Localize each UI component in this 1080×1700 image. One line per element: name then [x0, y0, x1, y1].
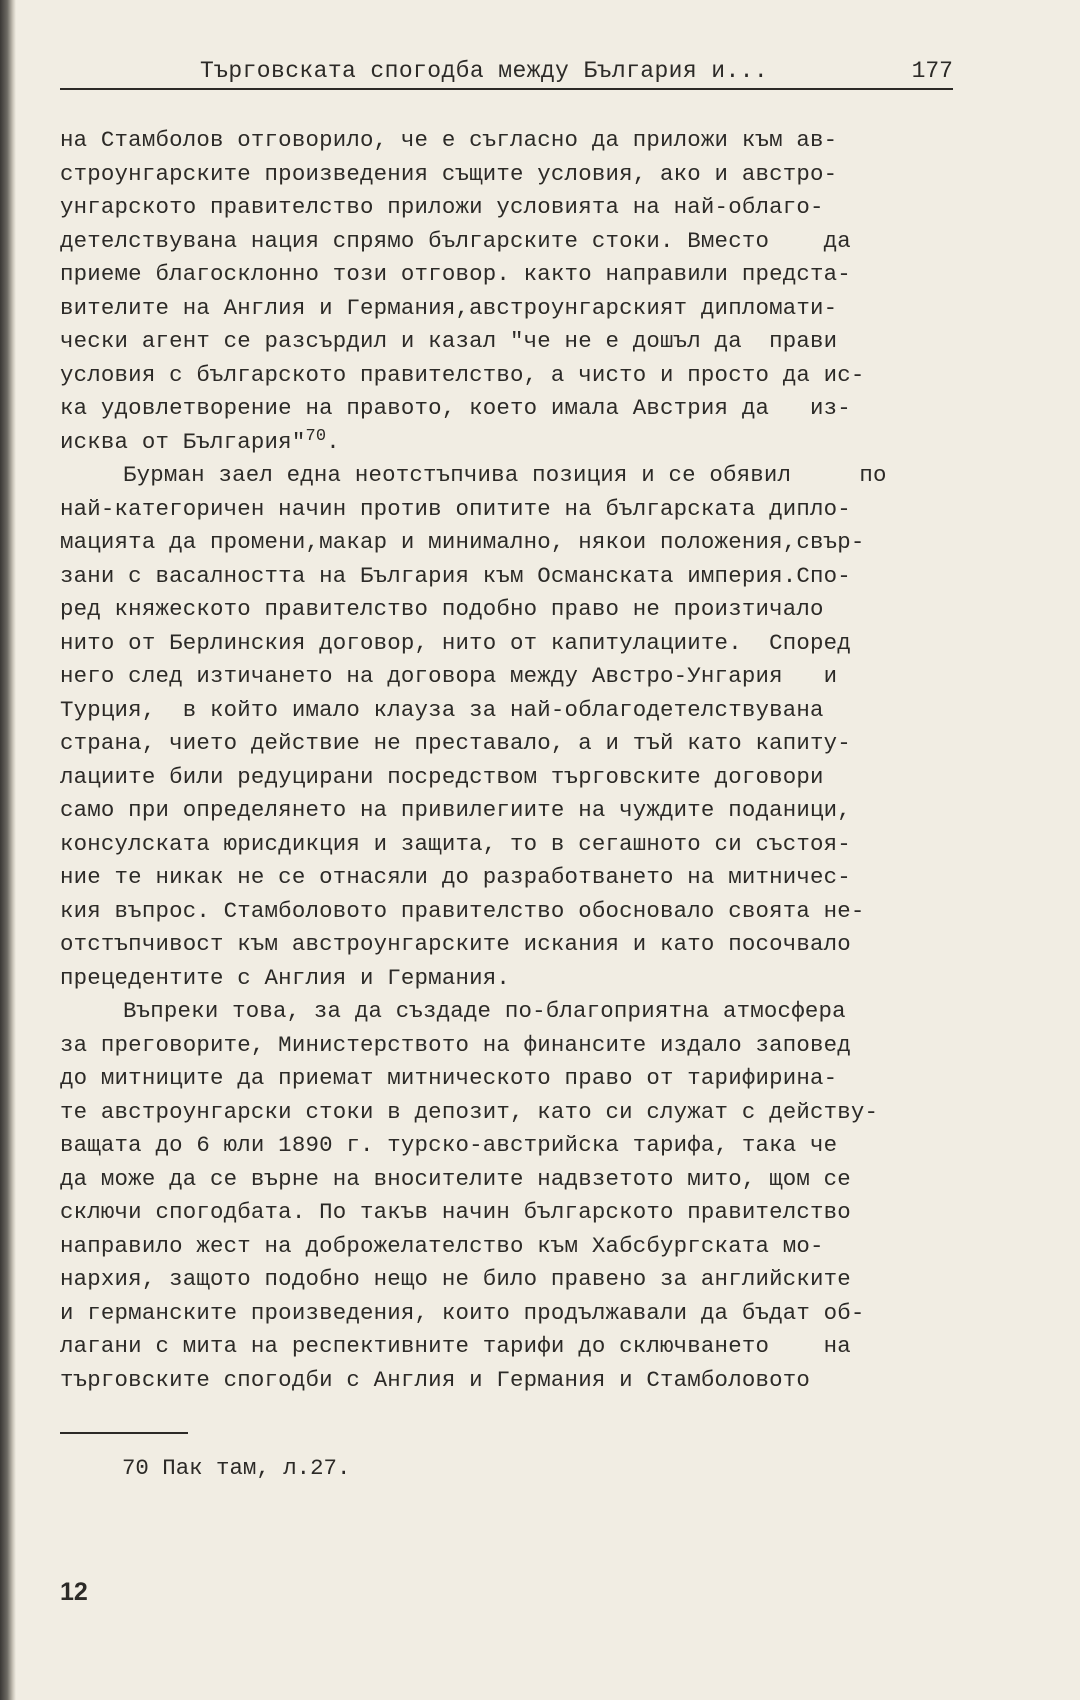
- text-segment: .: [326, 428, 340, 455]
- paragraph-3: [60, 995, 970, 1397]
- text-line: търговските спогодби с Англия и Германия и Стамболовото: [60, 1366, 811, 1393]
- text-line: лациите били редуцирани посредством търговските договори: [60, 763, 824, 790]
- text-line: сключи спогодбата. По такъв начин българското правителство: [60, 1199, 851, 1225]
- text-line: направило жест на доброжелателство към Хабсбургската мо-: [60, 1232, 824, 1259]
- running-head-title: Търговската спогодба между България и...: [200, 58, 769, 84]
- text-line: ка удовлетворение на правото, което имала Австрия да из-: [60, 395, 851, 421]
- footnote-divider: [60, 1432, 188, 1434]
- text-line: само при определянето на привилегиите на чуждите поданици,: [60, 797, 851, 823]
- text-line: ред княжеското правителство подобно право не произтичало: [60, 596, 824, 622]
- page-number: 177: [911, 58, 953, 84]
- text-line: вителите на Англия и Германия,австроунгарският дипломати-: [60, 294, 838, 321]
- text-line: на Стамболов отговорило, че е съгласно да приложи към ав-: [60, 127, 838, 153]
- text-line: кия въпрос. Стамболовото правителство обосновало своята не-: [60, 897, 865, 924]
- text-line: зани с васалността на България към Османската империя.Спо-: [60, 562, 851, 589]
- text-line: и германските произведения, които продължавали да бъдат об-: [60, 1299, 865, 1326]
- text-line: лагани с мита на респективните тарифи до сключването на: [60, 1333, 851, 1359]
- text-line: ващата до 6 юли 1890 г. турско-австрийска тарифа, така че: [60, 1132, 838, 1158]
- text-line: него след изтичането на договора между Австро-Унгария и: [60, 663, 838, 689]
- text-line: ние те никак не се отнасяли до разработването на митничес-: [60, 864, 851, 890]
- text-line: прецедентите с Англия и Германия.: [60, 964, 511, 991]
- text-line: условия с българското правителство, а чисто и просто да ис-: [60, 361, 865, 388]
- text-line: до митниците да приемат митническото право от тарифирина-: [60, 1065, 838, 1091]
- text-line: приеме благосклонно този отговор. както направили предста-: [60, 261, 851, 287]
- text-line: отстъпчивост към австроунгарските искания и като посочвало: [60, 931, 851, 957]
- printer-signature-mark: 12: [60, 1578, 88, 1606]
- text-line: строунгарските произведения същите условия, ако и австро-: [60, 160, 838, 187]
- text-line: унгарското правителство приложи условията на най-облаго-: [60, 194, 824, 220]
- book-spine-shadow: [0, 0, 16, 1700]
- text-line: те австроунгарски стоки в депозит, като си служат с действу-: [60, 1098, 879, 1125]
- body-text: [60, 124, 970, 1397]
- text-line: Турция, в който имало клауза за най-облагодетелствувана: [60, 696, 824, 723]
- text-line: Бурман заел една неотстъпчива позиция и се обявил по: [123, 462, 887, 488]
- paragraph-2: [60, 459, 970, 995]
- text-line: мацията да промени,макар и минимално, някои положения,свър-: [60, 529, 865, 555]
- running-head: [60, 58, 953, 90]
- text-line: най-категоричен начин против опитите на българската дипло-: [60, 495, 851, 522]
- text-line: страна, чието действие не преставало, а и тъй като капиту-: [60, 730, 851, 756]
- text-line-with-footnote: [60, 426, 970, 460]
- text-line: нархия, защото подобно нещо не било правено за английските: [60, 1266, 851, 1292]
- text-line: нито от Берлинския договор, нито от капитулациите. Според: [60, 629, 851, 656]
- text-line: консулската юрисдикция и защита, то в сегашното си състоя-: [60, 830, 851, 857]
- text-segment: исква от България": [60, 428, 306, 455]
- paragraph-1: [60, 124, 970, 459]
- footnote-reference: 70: [305, 426, 327, 446]
- footnote-70: 70 Пак там, л.27.: [122, 1455, 351, 1481]
- text-line: детелствувана нация спрямо българските стоки. Вместо да: [60, 227, 851, 254]
- text-line: чески агент се разсърдил и казал "че не е дошъл да прави: [60, 328, 838, 354]
- text-line: да може да се върне на вносителите надвзетото мито, щом се: [60, 1165, 851, 1192]
- text-line: за преговорите, Министерството на финансите издало заповед: [60, 1031, 851, 1058]
- text-line: Въпреки това, за да създаде по-благоприятна атмосфера: [123, 998, 846, 1024]
